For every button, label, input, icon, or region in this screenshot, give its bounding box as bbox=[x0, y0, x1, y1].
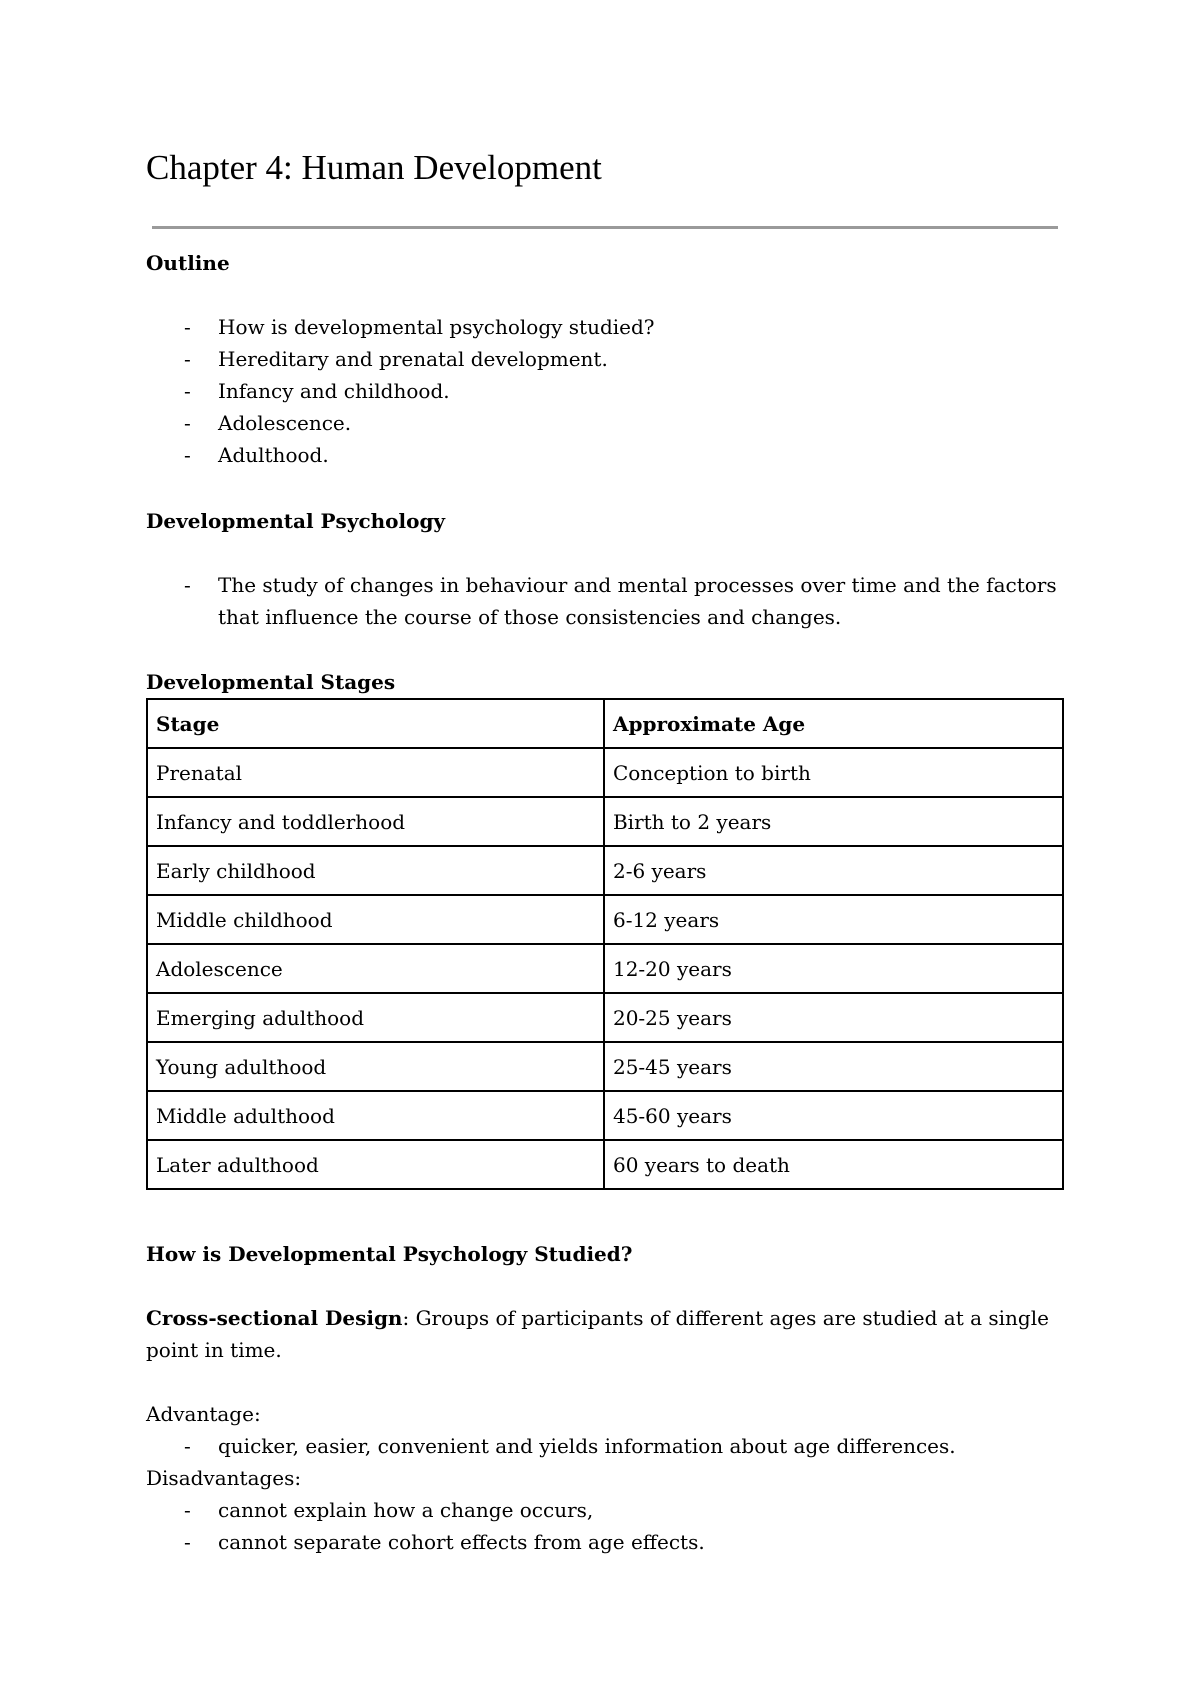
table-row bbox=[147, 748, 1063, 797]
column-header-age: Approximate Age bbox=[604, 699, 1063, 748]
stage-cell: Later adulthood bbox=[147, 1140, 604, 1189]
list-item: - Infancy and childhood. bbox=[146, 375, 1066, 407]
table-row bbox=[147, 895, 1063, 944]
age-cell: 20-25 years bbox=[604, 993, 1063, 1042]
stage-cell: Infancy and toddlerhood bbox=[147, 797, 604, 846]
table-row bbox=[147, 846, 1063, 895]
disadvantage-list bbox=[146, 1494, 1066, 1558]
stages-table bbox=[146, 698, 1064, 1190]
table-row bbox=[147, 797, 1063, 846]
table-row bbox=[147, 1140, 1063, 1189]
outline-heading: Outline bbox=[146, 251, 230, 275]
stage-cell: Prenatal bbox=[147, 748, 604, 797]
table-row bbox=[147, 944, 1063, 993]
column-header-stage: Stage bbox=[147, 699, 604, 748]
list-item: - Adolescence. bbox=[146, 407, 1066, 439]
list-item: - The study of changes in behaviour and mental processes over time and the factors that influence the course of those consistencies and changes. bbox=[146, 569, 1066, 633]
dev-psych-heading: Developmental Psychology bbox=[146, 509, 446, 533]
cross-sectional-definition: : Groups of participants of different ages are studied at a single point in time. bbox=[146, 1306, 1049, 1362]
cross-sectional-term: Cross-sectional Design bbox=[146, 1306, 403, 1330]
advantage-list bbox=[146, 1430, 1066, 1462]
studied-heading: How is Developmental Psychology Studied? bbox=[146, 1242, 633, 1266]
advantage-label: Advantage: bbox=[146, 1402, 261, 1426]
list-item: - cannot explain how a change occurs, bbox=[146, 1494, 1066, 1526]
stages-section bbox=[146, 666, 1066, 698]
age-cell: Conception to birth bbox=[604, 748, 1063, 797]
age-cell: 2-6 years bbox=[604, 846, 1063, 895]
outline-section bbox=[146, 247, 1066, 471]
age-cell: 45-60 years bbox=[604, 1091, 1063, 1140]
table-row bbox=[147, 1042, 1063, 1091]
stages-heading: Developmental Stages bbox=[146, 670, 396, 694]
stage-cell: Middle adulthood bbox=[147, 1091, 604, 1140]
age-cell: 12-20 years bbox=[604, 944, 1063, 993]
age-cell: 60 years to death bbox=[604, 1140, 1063, 1189]
age-cell: 6-12 years bbox=[604, 895, 1063, 944]
age-cell: Birth to 2 years bbox=[604, 797, 1063, 846]
list-item: - Adulthood. bbox=[146, 439, 1066, 471]
stage-cell: Middle childhood bbox=[147, 895, 604, 944]
table-header-row bbox=[147, 699, 1063, 748]
age-cell: 25-45 years bbox=[604, 1042, 1063, 1091]
outline-list bbox=[146, 311, 1066, 471]
stage-cell: Emerging adulthood bbox=[147, 993, 604, 1042]
studied-section bbox=[146, 1238, 1066, 1558]
disadvantage-label: Disadvantages: bbox=[146, 1466, 302, 1490]
list-item: - How is developmental psychology studied? bbox=[146, 311, 1066, 343]
horizontal-rule bbox=[152, 226, 1058, 229]
page-title: Chapter 4: Human Development bbox=[146, 148, 602, 187]
table-row bbox=[147, 1091, 1063, 1140]
dev-psych-list bbox=[146, 569, 1066, 633]
list-item: - quicker, easier, convenient and yields information about age differences. bbox=[146, 1430, 1066, 1462]
table-row bbox=[147, 993, 1063, 1042]
list-item: - Hereditary and prenatal development. bbox=[146, 343, 1066, 375]
stage-cell: Adolescence bbox=[147, 944, 604, 993]
stage-cell: Early childhood bbox=[147, 846, 604, 895]
cross-sectional-paragraph bbox=[146, 1302, 1066, 1366]
dev-psych-section bbox=[146, 505, 1066, 633]
stage-cell: Young adulthood bbox=[147, 1042, 604, 1091]
list-item: - cannot separate cohort effects from age effects. bbox=[146, 1526, 1066, 1558]
